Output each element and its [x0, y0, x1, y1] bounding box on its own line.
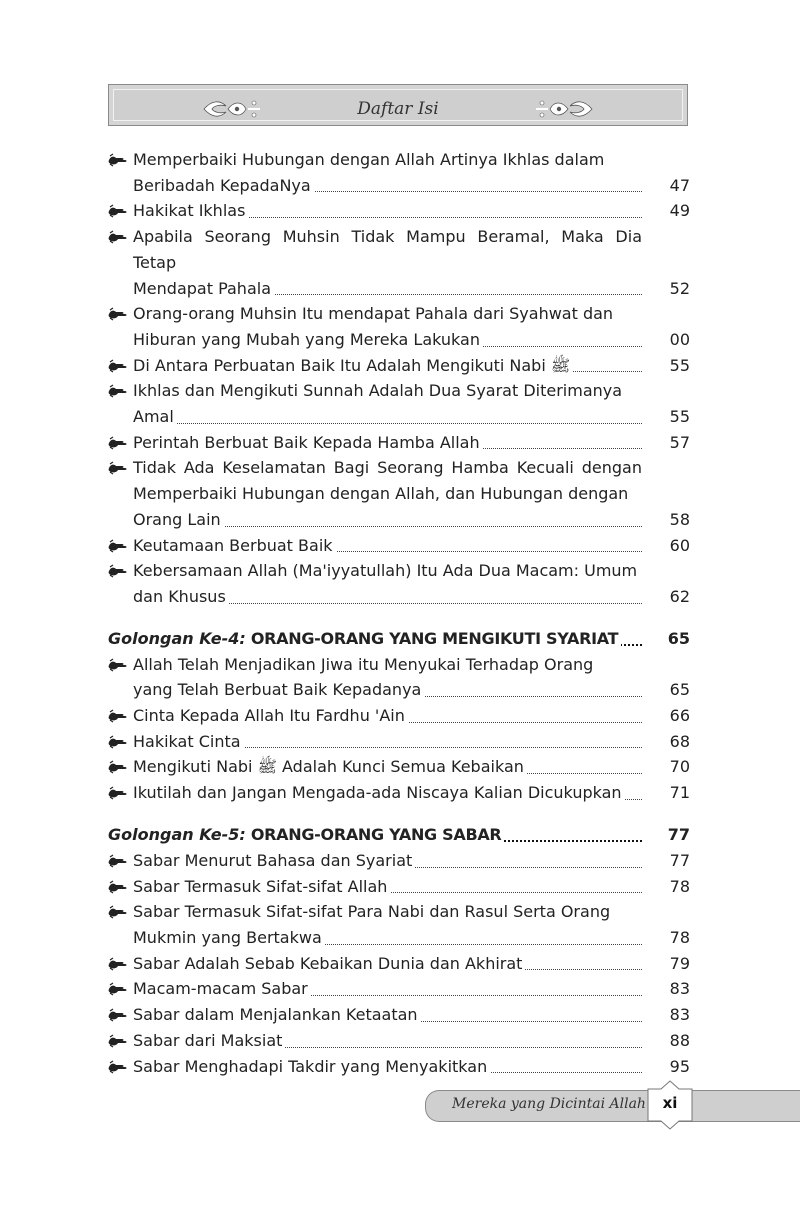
entry-line: [133, 780, 690, 806]
entry-label: Amal: [133, 407, 177, 426]
page-number: 52: [669, 278, 690, 298]
hand-bullet-icon: [108, 358, 128, 373]
toc-group-golongan-5: [108, 848, 690, 1079]
entry-label: Hakikat Ikhlas: [133, 201, 248, 220]
header-title: Daftar Isi: [357, 99, 439, 119]
entry-line: [133, 198, 690, 224]
hand-bullet-icon: [108, 657, 128, 672]
section-heading-golongan-4[interactable]: [108, 626, 690, 652]
hand-bullet-icon: [108, 563, 128, 578]
hand-bullet-icon: [108, 879, 128, 894]
page-number: 68: [669, 731, 690, 751]
page-number-badge: [646, 1080, 694, 1130]
page-number: 78: [669, 927, 690, 947]
entry-line: [133, 925, 690, 951]
entry-label: Sabar Termasuk Sifat-sifat Allah: [133, 877, 390, 896]
entry-lead-text: Sabar Termasuk Sifat-sifat Para Nabi dan Rasul Serta Orang: [133, 902, 611, 922]
section-label: [108, 629, 621, 648]
toc-entry[interactable]: [108, 1054, 690, 1080]
toc-entry[interactable]: [108, 301, 690, 352]
entry-label: Cinta Kepada Allah Itu Fardhu 'Ain: [133, 706, 408, 725]
page-number: 62: [669, 586, 690, 606]
book-title: Mereka yang Dicintai Allah: [452, 1096, 646, 1112]
entry-label: dan Khusus: [133, 587, 229, 606]
entry-lead-text: Orang-orang Muhsin Itu mendapat Pahala dari Syahwat dan: [133, 304, 614, 324]
entry-lead-text: Memperbaiki Hubungan dengan Allah Artinya Ikhlas dalam: [133, 150, 605, 169]
entry-lead-text: Apabila Seorang Muhsin Tidak Mampu Beramal, Maka Dia Tetap: [133, 227, 642, 272]
page-number: 71: [669, 783, 690, 803]
toc-group-sabar-prev: [108, 147, 690, 610]
section-title: ORANG-ORANG YANG SABAR: [250, 824, 502, 844]
entry-label: Sabar Menghadapi Takdir yang Menyakitkan: [133, 1057, 490, 1076]
entry-line: [133, 729, 690, 755]
toc-entry[interactable]: [108, 729, 690, 755]
toc-entry[interactable]: [108, 558, 690, 609]
toc-entry[interactable]: [108, 353, 690, 379]
toc-entry[interactable]: [108, 1002, 690, 1028]
entry-line: [133, 976, 690, 1002]
toc-entry[interactable]: [108, 198, 690, 224]
toc-entry[interactable]: [108, 652, 690, 703]
entry-line: [133, 327, 690, 353]
page-number: 70: [669, 757, 690, 777]
entry-label: Sabar Adalah Sebab Kebaikan Dunia dan Akhirat: [133, 954, 525, 973]
toc-entry[interactable]: [108, 874, 690, 900]
page-number: 58: [669, 509, 690, 529]
running-footer: [425, 1090, 800, 1122]
section-title: ORANG-ORANG YANG MENGIKUTI SYARIAT: [250, 628, 619, 648]
hand-bullet-icon: [108, 460, 128, 475]
hand-bullet-icon: [108, 203, 128, 218]
entry-label: Perintah Berbuat Baik Kepada Hamba Allah: [133, 433, 483, 452]
hand-bullet-icon: [108, 229, 128, 244]
toc-entry[interactable]: [108, 976, 690, 1002]
table-of-contents: [108, 147, 690, 1079]
entry-label: Mengikuti Nabi ﷺ Adalah Kunci Semua Kebaikan: [133, 757, 527, 776]
page-number: 66: [669, 706, 690, 726]
section-kind: Golongan Ke-5:: [108, 824, 246, 844]
page-number: 95: [669, 1056, 690, 1076]
hand-bullet-icon: [108, 734, 128, 749]
leader-dots: [133, 423, 642, 424]
entry-line: [133, 1028, 690, 1054]
entry-label: Mendapat Pahala: [133, 279, 274, 298]
toc-entry[interactable]: [108, 455, 690, 532]
entry-line: [133, 276, 690, 302]
hand-bullet-icon: [108, 981, 128, 996]
entry-line: [133, 404, 690, 430]
entry-label: Hakikat Cinta: [133, 732, 244, 751]
page-number: 88: [669, 1030, 690, 1050]
entry-label: yang Telah Berbuat Baik Kepadanya: [133, 680, 424, 699]
entry-label: Orang Lain: [133, 510, 224, 529]
entry-label: Di Antara Perbuatan Baik Itu Adalah Mengikuti Nabi ﷺ: [133, 356, 573, 375]
toc-entry[interactable]: [108, 951, 690, 977]
page-number: 78: [669, 876, 690, 896]
entry-label: Sabar dalam Menjalankan Ketaatan: [133, 1005, 421, 1024]
page-number: 65: [669, 680, 690, 700]
page-number: 65: [667, 628, 690, 648]
hand-bullet-icon: [108, 1059, 128, 1074]
page-number: 00: [669, 329, 690, 349]
entry-line: [133, 584, 690, 610]
entry-line: [133, 848, 690, 874]
folio-number: xi: [662, 1094, 678, 1112]
entry-line: [133, 1054, 690, 1080]
entry-line: [133, 703, 690, 729]
page-number: 83: [669, 979, 690, 999]
hand-bullet-icon: [108, 1033, 128, 1048]
entry-label: Sabar Menurut Bahasa dan Syariat: [133, 851, 415, 870]
page-number: 55: [669, 355, 690, 375]
page-number: 83: [669, 1005, 690, 1025]
toc-entry[interactable]: [108, 848, 690, 874]
hand-bullet-icon: [108, 904, 128, 919]
entry-line: [133, 353, 690, 379]
entry-line: [133, 430, 690, 456]
entry-lead-text: Ikhlas dan Mengikuti Sunnah Adalah Dua Syarat Diterimanya: [133, 381, 623, 401]
section-label: [108, 825, 504, 844]
entry-line: [133, 951, 690, 977]
page-number: 47: [669, 175, 690, 195]
page-number: 60: [669, 535, 690, 555]
entry-line: [133, 533, 690, 559]
hand-bullet-icon: [108, 306, 128, 321]
hand-bullet-icon: [108, 1007, 128, 1022]
entry-line: [133, 507, 690, 533]
toc-entry[interactable]: [108, 703, 690, 729]
section-kind: Golongan Ke-4:: [108, 628, 246, 648]
entry-label: Ikutilah dan Jangan Mengada-ada Niscaya Kalian Dicukupkan: [133, 783, 625, 802]
hand-bullet-icon: [108, 152, 128, 167]
toc-entry[interactable]: [108, 224, 690, 301]
entry-label: Mukmin yang Bertakwa: [133, 928, 325, 947]
toc-entry[interactable]: [108, 533, 690, 559]
ornament-right-icon: [534, 96, 594, 122]
entry-label: Beribadah KepadaNya: [133, 176, 314, 195]
page-number: 77: [667, 824, 690, 844]
entry-label: Sabar dari Maksiat: [133, 1031, 285, 1050]
entry-line: [133, 754, 690, 780]
page-number: 77: [669, 850, 690, 870]
entry-label: Keutamaan Berbuat Baik: [133, 536, 336, 555]
hand-bullet-icon: [108, 708, 128, 723]
section-heading-golongan-5[interactable]: [108, 822, 690, 848]
header-panel: [113, 89, 683, 121]
hand-bullet-icon: [108, 538, 128, 553]
toc-entry[interactable]: [108, 780, 690, 806]
entry-lead-text: Kebersamaan Allah (Ma'iyyatullah) Itu Ada Dua Macam: Umum: [133, 561, 638, 581]
entry-label: Macam-macam Sabar: [133, 979, 311, 998]
toc-entry[interactable]: [108, 1028, 690, 1054]
hand-bullet-icon: [108, 785, 128, 800]
page-number: 57: [669, 432, 690, 452]
page-number: 55: [669, 407, 690, 427]
entry-label: Hiburan yang Mubah yang Mereka Lakukan: [133, 330, 483, 349]
page-number: 79: [669, 953, 690, 973]
entry-lead-text: Tidak Ada Keselamatan Bagi Seorang Hamba Kecuali dengan Memperbaiki Hubungan dengan Allah, dan Hubungan dengan: [133, 458, 642, 504]
page-number: 49: [669, 201, 690, 221]
hand-bullet-icon: [108, 759, 128, 774]
hand-bullet-icon: [108, 853, 128, 868]
hand-bullet-icon: [108, 383, 128, 398]
entry-lead-text: Allah Telah Menjadikan Jiwa itu Menyukai Terhadap Orang: [133, 654, 594, 674]
toc-entry[interactable]: [108, 430, 690, 456]
toc-entry[interactable]: [108, 147, 690, 198]
toc-entry[interactable]: [108, 754, 690, 780]
entry-line: [133, 173, 690, 199]
toc-entry[interactable]: [108, 378, 690, 429]
toc-group-golongan-4: [108, 652, 690, 806]
entry-line: [133, 1002, 690, 1028]
entry-line: [133, 874, 690, 900]
hand-bullet-icon: [108, 435, 128, 450]
toc-entry[interactable]: [108, 899, 690, 950]
running-header: [108, 84, 688, 126]
hand-bullet-icon: [108, 956, 128, 971]
entry-line: [133, 677, 690, 703]
